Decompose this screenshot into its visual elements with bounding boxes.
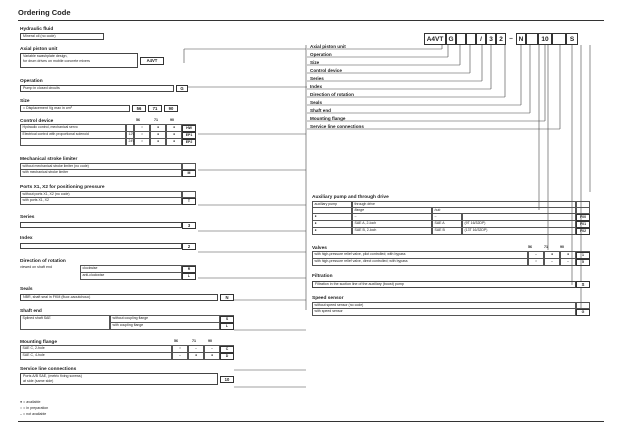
legend-symbol: ●	[20, 400, 23, 404]
code-f00: F00	[576, 214, 590, 221]
col-56: 56	[528, 245, 532, 249]
avail-71: –	[544, 259, 560, 266]
row-label: without speed sensor (no code)	[312, 303, 576, 309]
size-56: 56	[132, 105, 146, 112]
valves-table	[312, 251, 590, 266]
code-g-sensor: G	[576, 309, 590, 316]
col-90: 90	[208, 339, 212, 343]
avail-56: ○	[134, 132, 150, 139]
aux-pump-heading: Auxiliary pump and through drive	[312, 195, 389, 200]
avail-71: ●	[150, 132, 166, 139]
code-s-filter: S	[576, 281, 590, 288]
aux-hub: SAE A	[432, 221, 462, 228]
row-label: without ports X1, X2 (no code)	[20, 192, 182, 198]
legend-preparation	[20, 406, 48, 411]
avail-71: ●	[150, 139, 166, 146]
code-segment: /	[476, 33, 486, 45]
label-series: Series	[310, 76, 324, 81]
table-row	[312, 221, 590, 228]
row-label: without mechanical stroke limiter (no code)	[20, 164, 182, 170]
aux-hub: SAE B	[432, 228, 462, 235]
rotation-heading: Direction of rotation	[20, 259, 66, 264]
series-heading: Series	[20, 215, 35, 220]
table-row	[312, 259, 590, 266]
code-segment: N	[516, 33, 526, 45]
table-row	[20, 198, 196, 205]
avail-90: –	[204, 346, 220, 353]
service-lines-line2: at side (same side)	[23, 379, 54, 383]
row-label: with mechanical stroke limiter	[20, 170, 182, 177]
avail-56: ○	[172, 346, 188, 353]
code-segment	[552, 33, 566, 45]
aux-flange: –	[352, 214, 432, 221]
row-label: with high-pressure relief valve, direct controlled; with bypass	[312, 259, 528, 266]
row-label: Hydraulic control, mechanical servo	[20, 125, 126, 132]
code-2: 2	[182, 243, 196, 250]
legend-text: = in preparation	[23, 406, 49, 410]
code-c: C	[220, 346, 234, 353]
service-lines-line1: Ports A/B SAE, (metric fixing screws)	[23, 374, 82, 378]
code-10: 10	[220, 376, 234, 383]
code-d: D	[220, 353, 234, 360]
stroke-limiter-table	[20, 163, 196, 177]
speed-sensor-heading: Speed sensor	[312, 296, 344, 301]
avail-71: –	[188, 346, 204, 353]
hydraulic-fluid-text: Mineral oil (no code)	[20, 33, 104, 40]
code-n: N	[220, 294, 234, 301]
control-device-heading: Control device	[20, 119, 54, 124]
operation-text: Pump in closed circuits	[20, 85, 174, 92]
col-71: 71	[544, 245, 548, 249]
control-device-table	[20, 124, 196, 146]
table-row	[80, 273, 196, 280]
col-56: 56	[136, 118, 140, 122]
label-index: Index	[310, 84, 322, 89]
code-1: 1	[576, 252, 590, 259]
ports-table	[20, 191, 196, 205]
filtration-text: Filtration in the suction line of the auxiliary (boost) pump	[312, 281, 576, 288]
label-axial-piston-unit: Axial piston unit	[310, 44, 346, 49]
legend-symbol: ○	[20, 406, 23, 410]
aux-flange: SAE A, 2-loch	[352, 221, 432, 228]
index-heading: Index	[20, 236, 33, 241]
label-operation: Operation	[310, 52, 332, 57]
index-text	[20, 243, 182, 249]
code-f01: F01	[576, 221, 590, 228]
code-l-shaft: L	[220, 323, 234, 330]
avail-56: ○	[134, 125, 150, 132]
hydraulic-fluid-heading: Hydraulic fluid	[20, 27, 54, 32]
shaft-option: without coupling flange	[110, 316, 220, 323]
avail-71: ●	[150, 125, 166, 132]
table-row	[20, 132, 196, 139]
legend-text: = not available	[23, 412, 47, 416]
col-aux-pump: auxiliary pump	[312, 202, 352, 208]
speed-sensor-table	[312, 302, 590, 316]
table-row	[20, 316, 234, 323]
mounting-flange-table	[20, 345, 234, 360]
label-control-device: Control device	[310, 68, 342, 73]
shaft-label: Splined shaft SAE	[20, 316, 110, 323]
shaft-option: with coupling flange	[110, 323, 220, 330]
aux-pump-table	[312, 201, 590, 235]
aux-flange: SAE B, 2-loch	[352, 228, 432, 235]
code-f02: F02	[576, 228, 590, 235]
row-label: with ports X1, X2	[20, 198, 182, 205]
code-segment: –	[509, 35, 513, 42]
row-voltage: 12V	[126, 132, 134, 139]
service-lines-text	[20, 373, 218, 385]
code-segment: A4VT	[424, 33, 446, 45]
rotation-table	[80, 265, 196, 280]
col-through-drive: through drive	[352, 202, 576, 208]
axial-piston-unit-description	[20, 53, 138, 68]
axial-piston-unit-line2: for drum drives on mobile concrete mixers	[23, 59, 90, 63]
code-segment: 10	[538, 33, 552, 45]
avail-56: ○	[134, 139, 150, 146]
col-71: 71	[154, 118, 158, 122]
table-row	[20, 323, 234, 330]
label-size: Size	[310, 60, 320, 65]
row-label: with speed sensor	[312, 309, 576, 316]
rotation-dir: clockwise	[80, 266, 182, 273]
avail-56: –	[528, 252, 544, 259]
legend-symbol: –	[20, 412, 22, 416]
table-row	[312, 214, 590, 221]
code-3: 3	[182, 222, 196, 229]
row-label	[20, 139, 126, 146]
rotation-label: viewed on shaft end	[20, 265, 52, 269]
aux-sym: ●	[312, 214, 352, 221]
avail-90: ●	[166, 132, 182, 139]
col-hub: hub	[432, 208, 576, 214]
code-hw: HW	[182, 125, 196, 132]
code-m: M	[182, 170, 196, 177]
col-56: 56	[174, 339, 178, 343]
col-71: 71	[192, 339, 196, 343]
row-voltage	[126, 125, 134, 132]
operation-heading: Operation	[20, 79, 43, 84]
service-lines-heading: Service line connections	[20, 367, 77, 372]
axial-piston-unit-line1: Variable swashplate design,	[23, 54, 68, 58]
seals-text: NBR, shaft seal in FKM (fluor-caoutchouc)	[20, 294, 218, 301]
label-seals: Seals	[310, 100, 323, 105]
code-segment	[456, 33, 466, 45]
code-s: S	[220, 316, 234, 323]
code-l: L	[182, 273, 196, 280]
table-row	[312, 309, 590, 316]
axial-piston-unit-heading: Axial piston unit	[20, 47, 58, 52]
row-label: with high-pressure relief valve, pilot controlled; with bypass	[312, 252, 528, 259]
code-r: R	[182, 266, 196, 273]
table-row	[20, 139, 196, 146]
valves-heading: Valves	[312, 246, 327, 251]
label-mounting-flange: Mounting flange	[310, 116, 346, 121]
shaft-end-heading: Shaft end	[20, 309, 42, 314]
label-shaft-end: Shaft end	[310, 108, 331, 113]
label-service-line-connections: Service line connections	[310, 124, 364, 129]
col-90: 90	[560, 245, 564, 249]
code-segment: 2	[496, 33, 506, 45]
table-row	[20, 125, 196, 132]
code-segment	[466, 33, 476, 45]
legend-available	[20, 400, 40, 405]
stroke-limiter-heading: Mechanical stroke limiter	[20, 157, 78, 162]
code-a4vt: A4VT	[140, 57, 164, 65]
code-segment: 3	[486, 33, 496, 45]
legend-not-available	[20, 412, 46, 417]
aux-sym: ●	[312, 228, 352, 235]
rotation-dir: anti-clockwise	[80, 273, 182, 280]
aux-extra: (9T 16/32DP)	[462, 221, 576, 228]
label-direction-of-rotation: Direction of rotation	[310, 92, 354, 97]
avail-90: ●	[166, 125, 182, 132]
avail-90: ●	[560, 252, 576, 259]
avail-71: ●	[188, 353, 204, 360]
row-label: SAE C, 2-hole	[20, 346, 172, 353]
seals-heading: Seals	[20, 287, 33, 292]
table-row	[20, 346, 234, 353]
col-flange: flange	[352, 208, 432, 214]
aux-extra	[462, 214, 576, 221]
code-segment	[526, 33, 538, 45]
shaft-end-table	[20, 315, 234, 330]
table-row	[20, 353, 234, 360]
page-title: Ordering Code	[18, 8, 71, 17]
aux-extra: (13T 16/32DP)	[462, 228, 576, 235]
filtration-heading: Filtration	[312, 274, 333, 279]
code-5: 5	[576, 259, 590, 266]
shaft-spacer	[20, 323, 110, 330]
avail-71: ●	[544, 252, 560, 259]
ports-heading: Ports X1, X2 for positioning pressure	[20, 185, 105, 190]
code-ep1: EP1	[182, 132, 196, 139]
col-90: 90	[170, 118, 174, 122]
mounting-flange-heading: Mounting flange	[20, 340, 58, 345]
row-label: Electrical control with proportional solenoid	[20, 132, 126, 139]
avail-90: ●	[166, 139, 182, 146]
aux-sym: ●	[312, 221, 352, 228]
legend-text: = available	[23, 400, 41, 404]
avail-56: –	[172, 353, 188, 360]
series-text	[20, 222, 182, 228]
row-voltage: 24V	[126, 139, 134, 146]
table-row	[312, 228, 590, 235]
table-row	[20, 170, 196, 177]
size-text: = Displacement Vg max in cm³	[20, 105, 130, 112]
aux-hub: –	[432, 214, 462, 221]
bottom-divider	[18, 421, 604, 422]
row-label: SAE C, 4-hole	[20, 353, 172, 360]
size-71: 71	[148, 105, 162, 112]
size-90: 90	[164, 105, 178, 112]
avail-56: ○	[528, 259, 544, 266]
code-g: G	[176, 85, 188, 92]
code-segment: G	[446, 33, 456, 45]
avail-90: ●	[204, 353, 220, 360]
code-ep2: EP2	[182, 139, 196, 146]
code-t: T	[182, 198, 196, 205]
avail-90: –	[560, 259, 576, 266]
size-heading: Size	[20, 99, 30, 104]
table-row	[312, 252, 590, 259]
table-row	[80, 266, 196, 273]
code-segment: S	[566, 33, 578, 45]
